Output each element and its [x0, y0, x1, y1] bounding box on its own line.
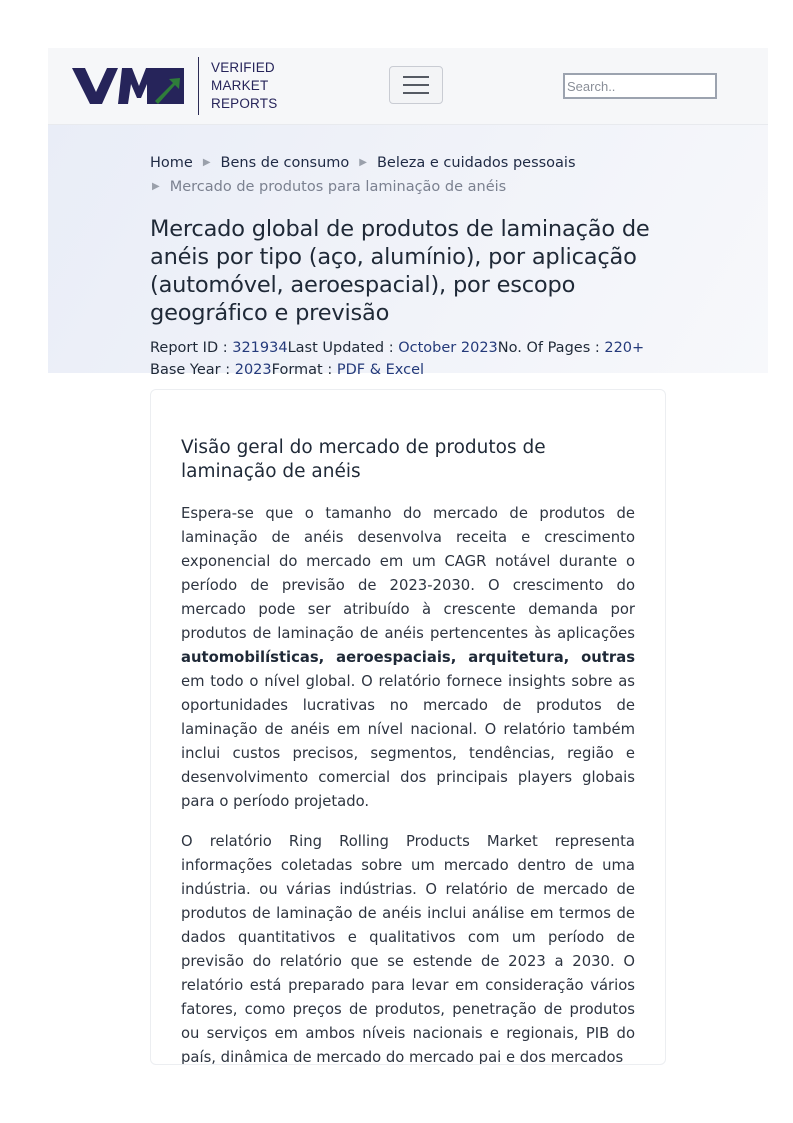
report-meta [150, 337, 650, 381]
overview-paragraph-1-text-end: em todo o nível global. O relatório fornece insights sobre as oportunidades lucrativas no mercado de produtos de laminação de anéis em nível nacional. O relatório também inclui custos precisos, segmentos, tendências, região e desenvolvimento comercial dos principais players globais para o período projetado. [181, 673, 635, 810]
hamburger-icon-bar [403, 84, 429, 86]
overview-card [150, 389, 666, 1065]
breadcrumb-current: Mercado de produtos para laminação de anéis [169, 179, 507, 195]
breadcrumb-beauty-link[interactable]: Beleza e cuidados pessoais [376, 155, 576, 171]
breadcrumb [150, 151, 650, 199]
last-updated-value: October 2023 [398, 340, 498, 356]
overview-paragraph-1 [181, 502, 635, 814]
menu-toggle-button[interactable] [389, 66, 443, 104]
logo-line-3: REPORTS [211, 96, 278, 111]
overview-paragraph-1-text: Espera-se que o tamanho do mercado de produtos de laminação de anéis desenvolva receita e crescimento exponencial do mercado em um CAGR notável durante o período de previsão de 2023-2030. O crescimento do mercado pode ser atribuído à crescente demanda por produtos de laminação de anéis pertencentes às aplicações [181, 505, 635, 642]
page [48, 48, 768, 1065]
format-label: Format : [271, 362, 337, 378]
overview-applications-bold: automobilísticas, aeroespaciais, arquitetura, outras [181, 649, 635, 666]
chevron-right-icon: ▶ [359, 157, 367, 168]
search-input[interactable] [563, 73, 717, 99]
chevron-right-icon: ▶ [202, 157, 211, 168]
logo-line-2: MARKET [211, 78, 269, 93]
report-id-value: 321934 [232, 340, 288, 356]
hamburger-icon-bar [403, 92, 429, 94]
logo-wordmark [211, 59, 277, 113]
report-id-label: Report ID : [150, 340, 233, 356]
breadcrumb-home-link[interactable]: Home [150, 155, 193, 171]
logo-line-1: VERIFIED [211, 60, 275, 75]
overview-heading: Visão geral do mercado de produtos de laminação de anéis [181, 437, 546, 482]
hamburger-icon-bar [403, 76, 429, 78]
vmr-logo[interactable] [72, 56, 277, 116]
report-hero [48, 125, 768, 378]
vmr-logo-icon [72, 66, 184, 106]
format-value: PDF & Excel [336, 362, 425, 378]
pages-label: No. Of Pages : [497, 340, 605, 356]
logo-divider [198, 57, 199, 115]
base-year-label: Base Year : [150, 362, 235, 378]
overview-paragraph-2: O relatório Ring Rolling Products Market representa informações coletadas sobre um mercado dentro de uma indústria. ou várias indústrias. O relatório de mercado de produtos de laminação de anéis inclui análise em termos de dados quantitativos e qualitativos com um período de previsão do relatório que se estende de 2023 a 2030. O relatório está preparado para levar em consideração vários fatores, como preços de produtos, penetração de produtos ou serviços em ambos níveis nacionais e regionais, PIB do país, dinâmica de mercado do mercado pai e dos mercados [181, 833, 635, 1065]
last-updated-label: Last Updated : [287, 340, 399, 356]
breadcrumb-consumer-goods-link[interactable]: Bens de consumo [220, 155, 350, 171]
site-header [48, 48, 768, 125]
chevron-right-icon: ▶ [152, 181, 160, 192]
pages-value: 220+ [604, 340, 645, 356]
base-year-value: 2023 [234, 362, 272, 378]
page-title: Mercado global de produtos de laminação de anéis por tipo (aço, alumínio), por aplicação (automóvel, aeroespacial), por escopo geográfico e previsão [150, 216, 650, 326]
